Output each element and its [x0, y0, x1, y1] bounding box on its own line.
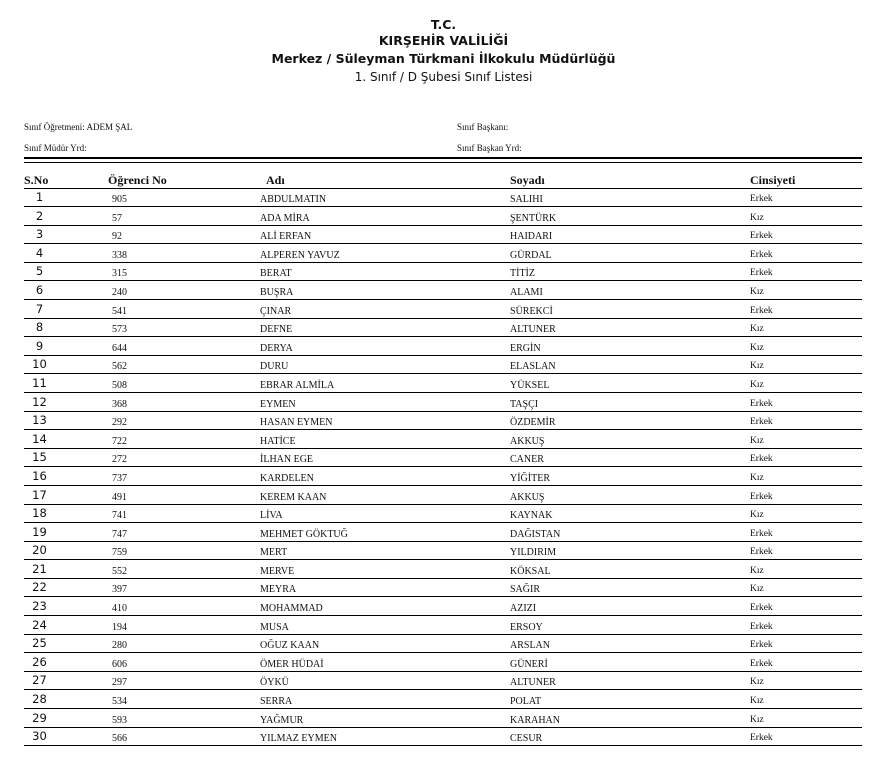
row-surname: SAĞIR — [510, 584, 541, 596]
row-student-no: 397 — [112, 584, 127, 596]
row-gender: Erkek — [750, 231, 773, 242]
row-surname: GÜNERİ — [510, 658, 548, 670]
row-sno: 17 — [32, 487, 47, 502]
row-sno: 10 — [32, 357, 47, 372]
row-surname: HAIDARI — [510, 231, 553, 243]
row-gender: Erkek — [750, 249, 773, 260]
header-class-list-title: 1. Sınıf / D Şubesi Sınıf Listesi — [354, 70, 533, 84]
row-name: ÖMER HÜDAİ — [260, 658, 324, 670]
row-sno: 4 — [35, 245, 44, 260]
table-row — [0, 320, 887, 339]
table-row — [0, 469, 887, 488]
row-sno: 2 — [35, 208, 44, 223]
row-sno: 29 — [32, 710, 47, 725]
row-surname: ŞENTÜRK — [510, 212, 557, 224]
row-student-no: 573 — [112, 324, 127, 336]
row-divider — [24, 280, 862, 281]
row-sno: 9 — [35, 338, 44, 353]
row-divider — [24, 596, 862, 597]
row-divider — [24, 206, 862, 207]
table-row — [0, 357, 887, 376]
row-divider — [24, 448, 862, 449]
row-sno: 20 — [32, 543, 47, 558]
row-student-no: 759 — [112, 547, 127, 559]
row-student-no: 737 — [112, 472, 127, 484]
row-name: KEREM KAAN — [260, 491, 327, 503]
row-divider — [24, 411, 862, 412]
row-sno: 3 — [35, 227, 44, 242]
row-surname: ALAMI — [510, 286, 543, 298]
row-divider — [24, 727, 862, 728]
row-surname: CESUR — [510, 733, 543, 745]
row-surname: ÖZDEMİR — [510, 417, 556, 429]
row-student-no: 240 — [112, 286, 127, 298]
row-name: BERAT — [260, 268, 292, 280]
table-row — [0, 711, 887, 730]
row-divider — [24, 634, 862, 635]
table-row — [0, 283, 887, 302]
table-row — [0, 506, 887, 525]
row-gender: Kız — [750, 677, 764, 688]
row-sno: 7 — [35, 301, 44, 316]
header-governorship: KIRŞEHİR VALİLİĞİ — [378, 33, 509, 48]
class-vice-president: Sınıf Başkan Yrd: — [457, 143, 522, 153]
row-name: MEYRA — [260, 584, 297, 596]
row-divider — [24, 671, 862, 672]
row-name: MERT — [260, 547, 288, 559]
row-student-no: 297 — [112, 677, 127, 689]
row-student-no: 338 — [112, 249, 127, 261]
row-divider — [24, 708, 862, 709]
row-name: MOHAMMAD — [260, 603, 323, 615]
row-sno: 16 — [32, 468, 47, 483]
class-teacher: Sınıf Öğretmeni: ADEM ŞAL — [24, 122, 133, 132]
row-divider — [24, 578, 862, 579]
row-gender: Kız — [750, 714, 764, 725]
table-row — [0, 543, 887, 562]
row-divider — [24, 392, 862, 393]
row-divider — [24, 504, 862, 505]
row-name: HATİCE — [260, 435, 296, 447]
row-gender: Erkek — [750, 640, 773, 651]
table-row — [0, 302, 887, 321]
row-name: ADA MİRA — [260, 212, 310, 224]
table-row — [0, 618, 887, 637]
row-divider — [24, 652, 862, 653]
row-divider — [24, 745, 862, 746]
row-sno: 27 — [32, 673, 47, 688]
row-name: HASAN EYMEN — [260, 417, 333, 429]
table-row — [0, 450, 887, 469]
row-gender: Kız — [750, 212, 764, 223]
row-name: EBRAR ALMİLA — [260, 379, 335, 391]
table-row — [0, 525, 887, 544]
row-surname: YİĞİTER — [510, 472, 550, 484]
row-surname: ARSLAN — [510, 640, 551, 652]
row-surname: DAĞISTAN — [510, 528, 561, 540]
class-president: Sınıf Başkanı: — [457, 122, 509, 132]
row-name: EYMEN — [260, 398, 296, 410]
row-name: DURU — [260, 361, 289, 373]
row-sno: 24 — [32, 617, 47, 632]
row-divider — [24, 485, 862, 486]
row-student-no: 552 — [112, 565, 127, 577]
row-sno: 15 — [32, 450, 47, 465]
row-name: YILMAZ EYMEN — [260, 733, 337, 745]
row-sno: 25 — [32, 636, 47, 651]
row-surname: AKKUŞ — [510, 435, 545, 447]
row-gender: Erkek — [750, 305, 773, 316]
table-row — [0, 395, 887, 414]
table-row — [0, 339, 887, 358]
row-name: DEFNE — [260, 324, 293, 336]
row-divider — [24, 336, 862, 337]
row-divider — [24, 243, 862, 244]
row-gender: Erkek — [750, 658, 773, 669]
row-sno: 21 — [32, 561, 47, 576]
row-divider — [24, 429, 862, 430]
table-row — [0, 376, 887, 395]
student-table-body — [0, 190, 887, 748]
row-gender: Kız — [750, 324, 764, 335]
row-student-no: 57 — [112, 212, 122, 224]
row-surname: SALIHI — [510, 194, 543, 205]
row-divider — [24, 299, 862, 300]
row-gender: Kız — [750, 379, 764, 390]
row-surname: AZIZI — [510, 603, 537, 615]
row-name: ALİ ERFAN — [260, 231, 312, 243]
row-student-no: 194 — [112, 621, 127, 633]
table-row — [0, 227, 887, 246]
row-surname: SÜREKCİ — [510, 305, 553, 317]
table-row — [0, 599, 887, 618]
row-divider — [24, 522, 862, 523]
row-divider — [24, 559, 862, 560]
row-gender: Kız — [750, 584, 764, 595]
table-row — [0, 729, 887, 748]
row-gender: Kız — [750, 510, 764, 521]
row-divider — [24, 373, 862, 374]
row-divider — [24, 355, 862, 356]
row-student-no: 280 — [112, 640, 127, 652]
row-divider — [24, 225, 862, 226]
row-divider — [24, 541, 862, 542]
row-surname: KAYNAK — [510, 510, 553, 522]
row-sno: 13 — [32, 413, 47, 428]
row-gender: Erkek — [750, 454, 773, 465]
row-student-no: 541 — [112, 305, 127, 317]
row-surname: KÖKSAL — [510, 565, 551, 577]
row-name: BUŞRA — [260, 286, 294, 298]
row-surname: ALTUNER — [510, 677, 556, 689]
row-gender: Erkek — [750, 621, 773, 632]
header-divider-thick — [24, 157, 862, 159]
row-surname: GÜRDAL — [510, 249, 552, 261]
row-surname: ERSOY — [510, 621, 543, 633]
row-gender: Kız — [750, 565, 764, 576]
row-student-no: 410 — [112, 603, 127, 615]
row-gender: Kız — [750, 361, 764, 372]
row-name: MUSA — [260, 621, 289, 633]
row-student-no: 508 — [112, 379, 127, 391]
row-name: ÖYKÜ — [260, 677, 289, 689]
row-surname: KARAHAN — [510, 714, 560, 726]
row-student-no: 593 — [112, 714, 127, 726]
row-name: MERVE — [260, 565, 295, 577]
row-sno: 30 — [32, 729, 47, 744]
row-surname: CANER — [510, 454, 544, 466]
table-row — [0, 264, 887, 283]
header-tc: T.C. — [430, 17, 457, 32]
row-student-no: 644 — [112, 342, 127, 354]
row-student-no: 905 — [112, 194, 127, 205]
row-sno: 28 — [32, 692, 47, 707]
row-surname: YÜKSEL — [510, 379, 550, 391]
header-school: Merkez / Süleyman Türkmani İlkokulu Müdürlüğü — [271, 51, 616, 66]
row-sno: 22 — [32, 580, 47, 595]
table-row — [0, 580, 887, 599]
table-row — [0, 209, 887, 228]
table-row — [0, 673, 887, 692]
row-sno: 26 — [32, 654, 47, 669]
row-student-no: 534 — [112, 696, 127, 708]
table-row — [0, 692, 887, 711]
row-gender: Erkek — [750, 417, 773, 428]
row-gender: Kız — [750, 472, 764, 483]
row-gender: Erkek — [750, 194, 773, 204]
table-row — [0, 655, 887, 674]
table-row — [0, 488, 887, 507]
row-sno: 19 — [32, 524, 47, 539]
row-gender: Erkek — [750, 603, 773, 614]
class-deputy: Sınıf Müdür Yrd: — [24, 143, 87, 153]
row-student-no: 368 — [112, 398, 127, 410]
column-header-sno: S.No — [24, 173, 49, 187]
row-divider — [24, 689, 862, 690]
row-divider — [24, 615, 862, 616]
row-student-no: 292 — [112, 417, 127, 429]
row-sno: 23 — [32, 599, 47, 614]
header-divider-thin — [24, 162, 862, 163]
row-student-no: 566 — [112, 733, 127, 745]
row-gender: Erkek — [750, 547, 773, 558]
table-row — [0, 190, 887, 209]
row-name: ALPEREN YAVUZ — [260, 249, 340, 261]
table-row — [0, 246, 887, 265]
row-gender: Erkek — [750, 733, 773, 744]
row-divider — [24, 466, 862, 467]
table-row — [0, 413, 887, 432]
row-student-no: 722 — [112, 435, 127, 447]
row-divider — [24, 318, 862, 319]
row-gender: Erkek — [750, 398, 773, 409]
row-divider — [24, 262, 862, 263]
row-sno: 14 — [32, 431, 47, 446]
row-surname: POLAT — [510, 696, 542, 708]
row-student-no: 747 — [112, 528, 127, 540]
row-surname: YILDIRIM — [510, 547, 557, 559]
row-name: SERRA — [260, 696, 293, 708]
row-surname: ELASLAN — [510, 361, 556, 373]
table-row — [0, 636, 887, 655]
row-name: KARDELEN — [260, 472, 314, 484]
column-header-gender: Cinsiyeti — [750, 173, 796, 187]
row-name: ABDULMATIN — [260, 194, 327, 205]
row-sno: 8 — [35, 320, 44, 335]
column-header-surname: Soyadı — [510, 173, 545, 187]
row-gender: Erkek — [750, 268, 773, 279]
column-header-name: Adı — [266, 173, 285, 187]
row-gender: Kız — [750, 696, 764, 707]
column-header-divider — [24, 188, 862, 189]
row-sno: 11 — [32, 375, 47, 390]
row-sno: 6 — [35, 282, 44, 297]
table-row — [0, 562, 887, 581]
row-student-no: 562 — [112, 361, 127, 373]
row-name: İLHAN EGE — [260, 454, 314, 466]
row-gender: Erkek — [750, 528, 773, 539]
row-gender: Kız — [750, 286, 764, 297]
row-surname: TAŞÇI — [510, 398, 539, 410]
row-name: MEHMET GÖKTUĞ — [260, 528, 348, 540]
row-student-no: 606 — [112, 658, 127, 670]
row-student-no: 741 — [112, 510, 127, 522]
row-student-no: 315 — [112, 268, 127, 280]
row-name: ÇINAR — [260, 305, 292, 317]
row-name: YAĞMUR — [260, 714, 304, 726]
row-surname: ALTUNER — [510, 324, 556, 336]
row-surname: ERGİN — [510, 342, 541, 354]
column-header-student-no: Öğrenci No — [108, 173, 167, 187]
row-surname: AKKUŞ — [510, 491, 545, 503]
row-name: DERYA — [260, 342, 293, 354]
row-sno: 12 — [32, 394, 47, 409]
row-surname: TİTİZ — [510, 268, 535, 280]
row-gender: Erkek — [750, 491, 773, 502]
row-sno: 1 — [35, 190, 44, 204]
row-gender: Kız — [750, 342, 764, 353]
row-gender: Kız — [750, 435, 764, 446]
table-row — [0, 432, 887, 451]
row-student-no: 92 — [112, 231, 122, 243]
row-sno: 18 — [32, 506, 47, 521]
row-name: OĞUZ KAAN — [260, 640, 320, 652]
row-name: LİVA — [260, 510, 283, 522]
row-student-no: 491 — [112, 491, 127, 503]
row-sno: 5 — [35, 264, 44, 279]
row-student-no: 272 — [112, 454, 127, 466]
